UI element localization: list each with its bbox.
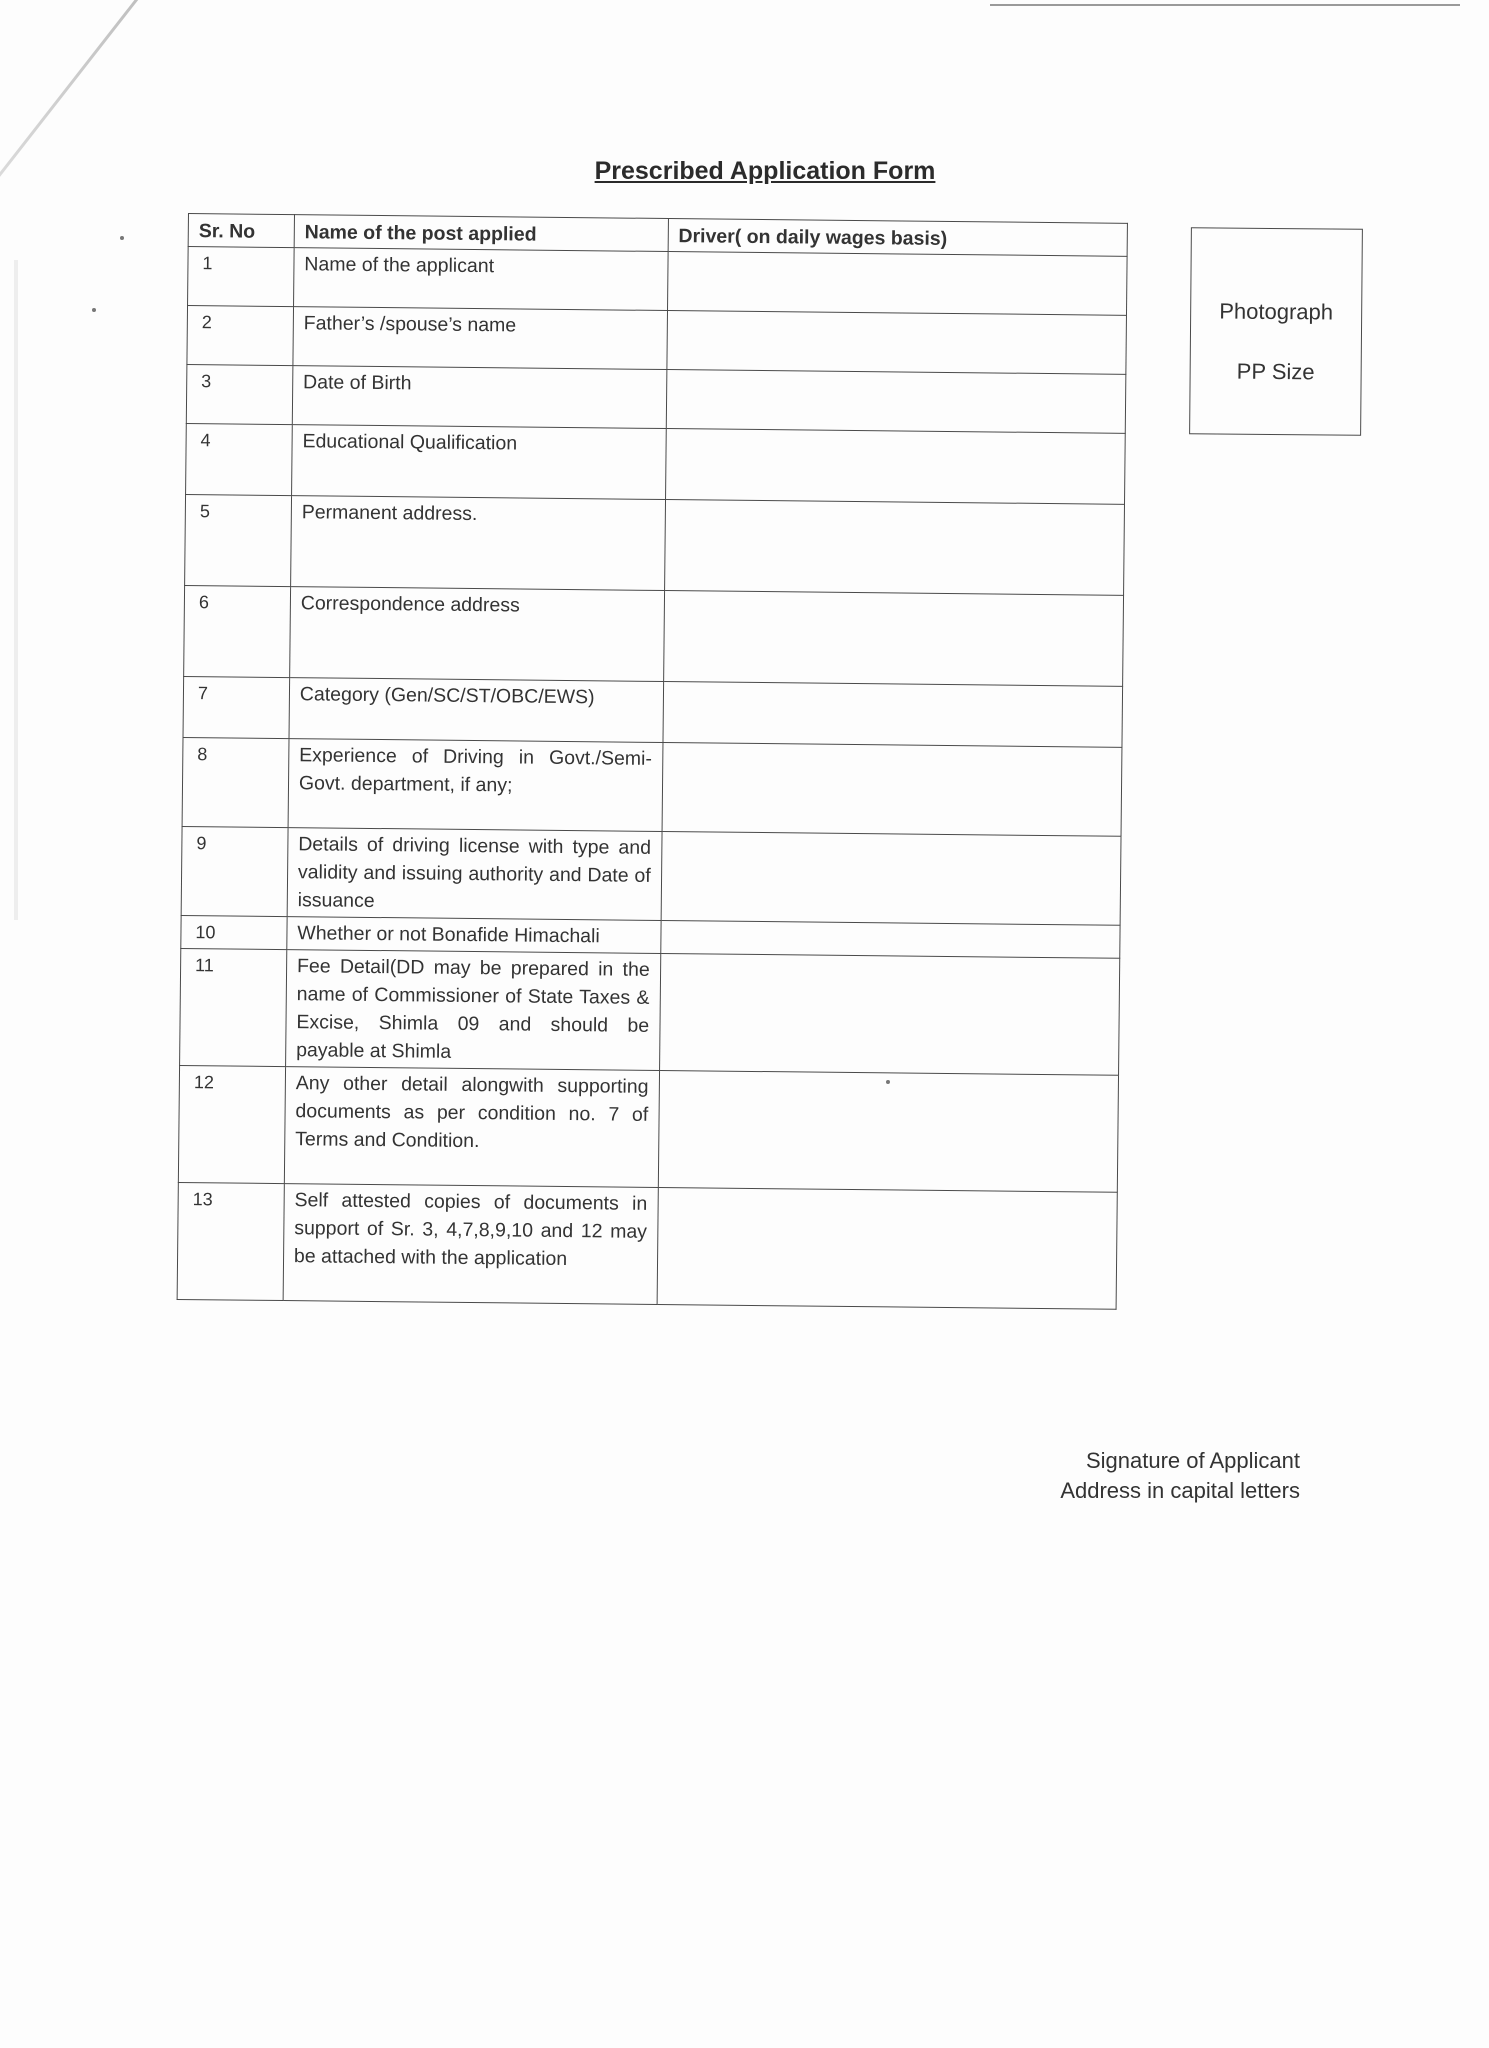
scan-left-shadow [14,260,18,920]
row-label: Father’s /spouse’s name [293,307,667,370]
row-label: Whether or not Bonafide Himachali [287,917,661,954]
table-row [187,306,1127,375]
fee-detail-field[interactable] [659,953,1120,1075]
page-title: Prescribed Application Form [594,157,936,185]
row-number: 12 [178,1065,285,1183]
row-number: 8 [182,737,289,827]
row-number: 4 [186,423,293,495]
table-row [188,247,1128,316]
scan-speck [92,308,96,312]
table-row [181,826,1121,925]
table-row [177,1182,1117,1309]
header-sr-no: Sr. No [188,214,294,248]
row-label: Date of Birth [292,366,666,429]
address-capital-label: Address in capital letters [1060,1478,1300,1503]
row-label: Any other detail alongwith supporting documents as per condition no. 7 of Terms and Condition. [284,1067,659,1188]
row-label: Name of the applicant [293,248,667,311]
row-number: 1 [188,247,295,307]
row-label: Educational Qualification [291,425,665,500]
row-label: Details of driving license with type and validity and issuing authority and Date of issuance [287,828,662,921]
row-number: 7 [183,676,290,738]
table-row [180,948,1120,1075]
table-row [185,494,1125,595]
driving-license-field[interactable] [661,831,1121,925]
signature-label: Signature of Applicant [1085,1448,1300,1473]
photograph-label: Photograph [1219,298,1334,325]
father-spouse-name-field[interactable] [667,311,1127,375]
scan-speck [120,236,124,240]
header-post-applied: Name of the post applied [294,215,668,252]
row-label: Category (Gen/SC/ST/OBC/EWS) [289,678,663,743]
scan-top-edge [990,4,1460,6]
date-of-birth-field[interactable] [666,370,1126,434]
category-field[interactable] [663,682,1123,748]
row-number: 5 [185,494,292,586]
row-number: 11 [180,948,287,1066]
table-row [178,1065,1118,1192]
row-number: 13 [177,1182,284,1300]
scan-corner-shadow [0,0,152,242]
attested-copies-field[interactable] [657,1187,1118,1309]
header-post-name: Driver( on daily wages basis) [668,219,1128,257]
correspondence-address-field[interactable] [663,591,1123,687]
table-row [183,676,1123,747]
applicant-name-field[interactable] [667,252,1127,316]
signature-block [1000,1446,1300,1506]
row-number: 10 [181,915,287,949]
bonafide-himachali-field[interactable] [660,920,1120,958]
row-label: Fee Detail(DD may be prepared in the name of Commissioner of State Taxes & Excise, Shimla 09 and should be payable at Shimla [285,950,660,1071]
table-row [182,737,1122,836]
permanent-address-field[interactable] [664,500,1124,596]
row-label: Experience of Driving in Govt./Semi-Govt. department, if any; [288,739,663,832]
table-row [186,364,1126,433]
row-label: Correspondence address [290,587,665,682]
row-label: Permanent address. [290,496,665,591]
row-number: 9 [181,826,288,916]
driving-experience-field[interactable] [662,742,1122,836]
row-number: 2 [187,306,294,366]
row-number: 3 [186,364,293,424]
row-number: 6 [184,585,291,677]
photograph-box [1189,227,1363,435]
row-label: Self attested copies of documents in support of Sr. 3, 4,7,8,9,10 and 12 may be attached with the application [283,1184,658,1305]
table-row [184,585,1124,686]
table-row [186,423,1126,504]
application-form-table [177,213,1128,1310]
other-detail-field[interactable] [658,1070,1119,1192]
education-field[interactable] [665,429,1125,505]
pp-size-label: PP Size [1236,358,1315,385]
